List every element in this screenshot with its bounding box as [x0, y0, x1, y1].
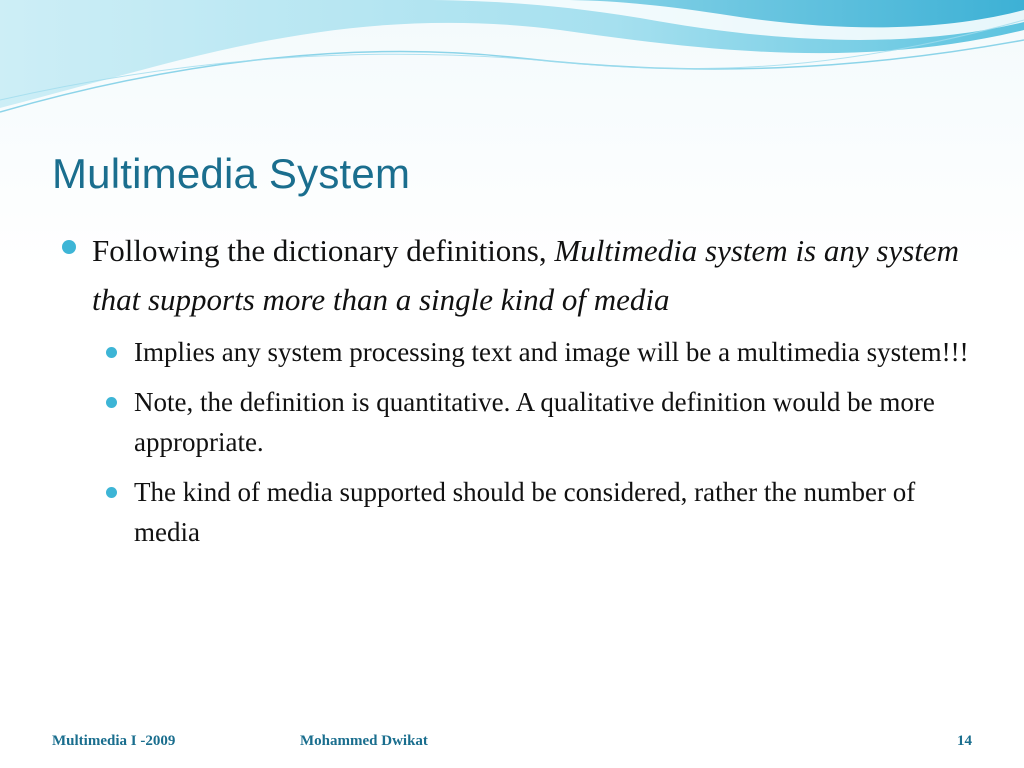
bullet-definition — [62, 226, 972, 324]
sub-bullet-icon — [106, 397, 117, 408]
bullet-icon — [62, 240, 76, 254]
slide-title: Multimedia System — [52, 150, 411, 197]
header-wave-decoration — [0, 0, 1024, 120]
sub-bullet-kind-of-media — [62, 472, 972, 552]
bullet-definition-italic: Multimedia system is any system that supports more than a single kind of media — [92, 233, 960, 317]
sub-bullet-kind-of-media-text: The kind of media supported should be considered, rather the number of media — [134, 477, 916, 547]
footer-author: Mohammed Dwikat — [300, 733, 428, 749]
sub-bullet-implication-text: Implies any system processing text and image will be a multimedia system!!! — [134, 337, 969, 367]
bullet-definition-text: Following the dictionary definitions, — [92, 233, 555, 268]
footer-page-number: 14 — [957, 733, 972, 749]
footer-course: Multimedia I -2009 — [52, 733, 176, 749]
slide-content — [62, 226, 972, 562]
sub-bullet-icon — [106, 347, 117, 358]
sub-bullet-quantitative-text: Note, the definition is quantitative. A qualitative definition would be more appropriate. — [134, 387, 935, 457]
sub-bullet-icon — [106, 487, 117, 498]
sub-bullet-quantitative — [62, 382, 972, 462]
sub-bullet-implication — [62, 332, 972, 372]
